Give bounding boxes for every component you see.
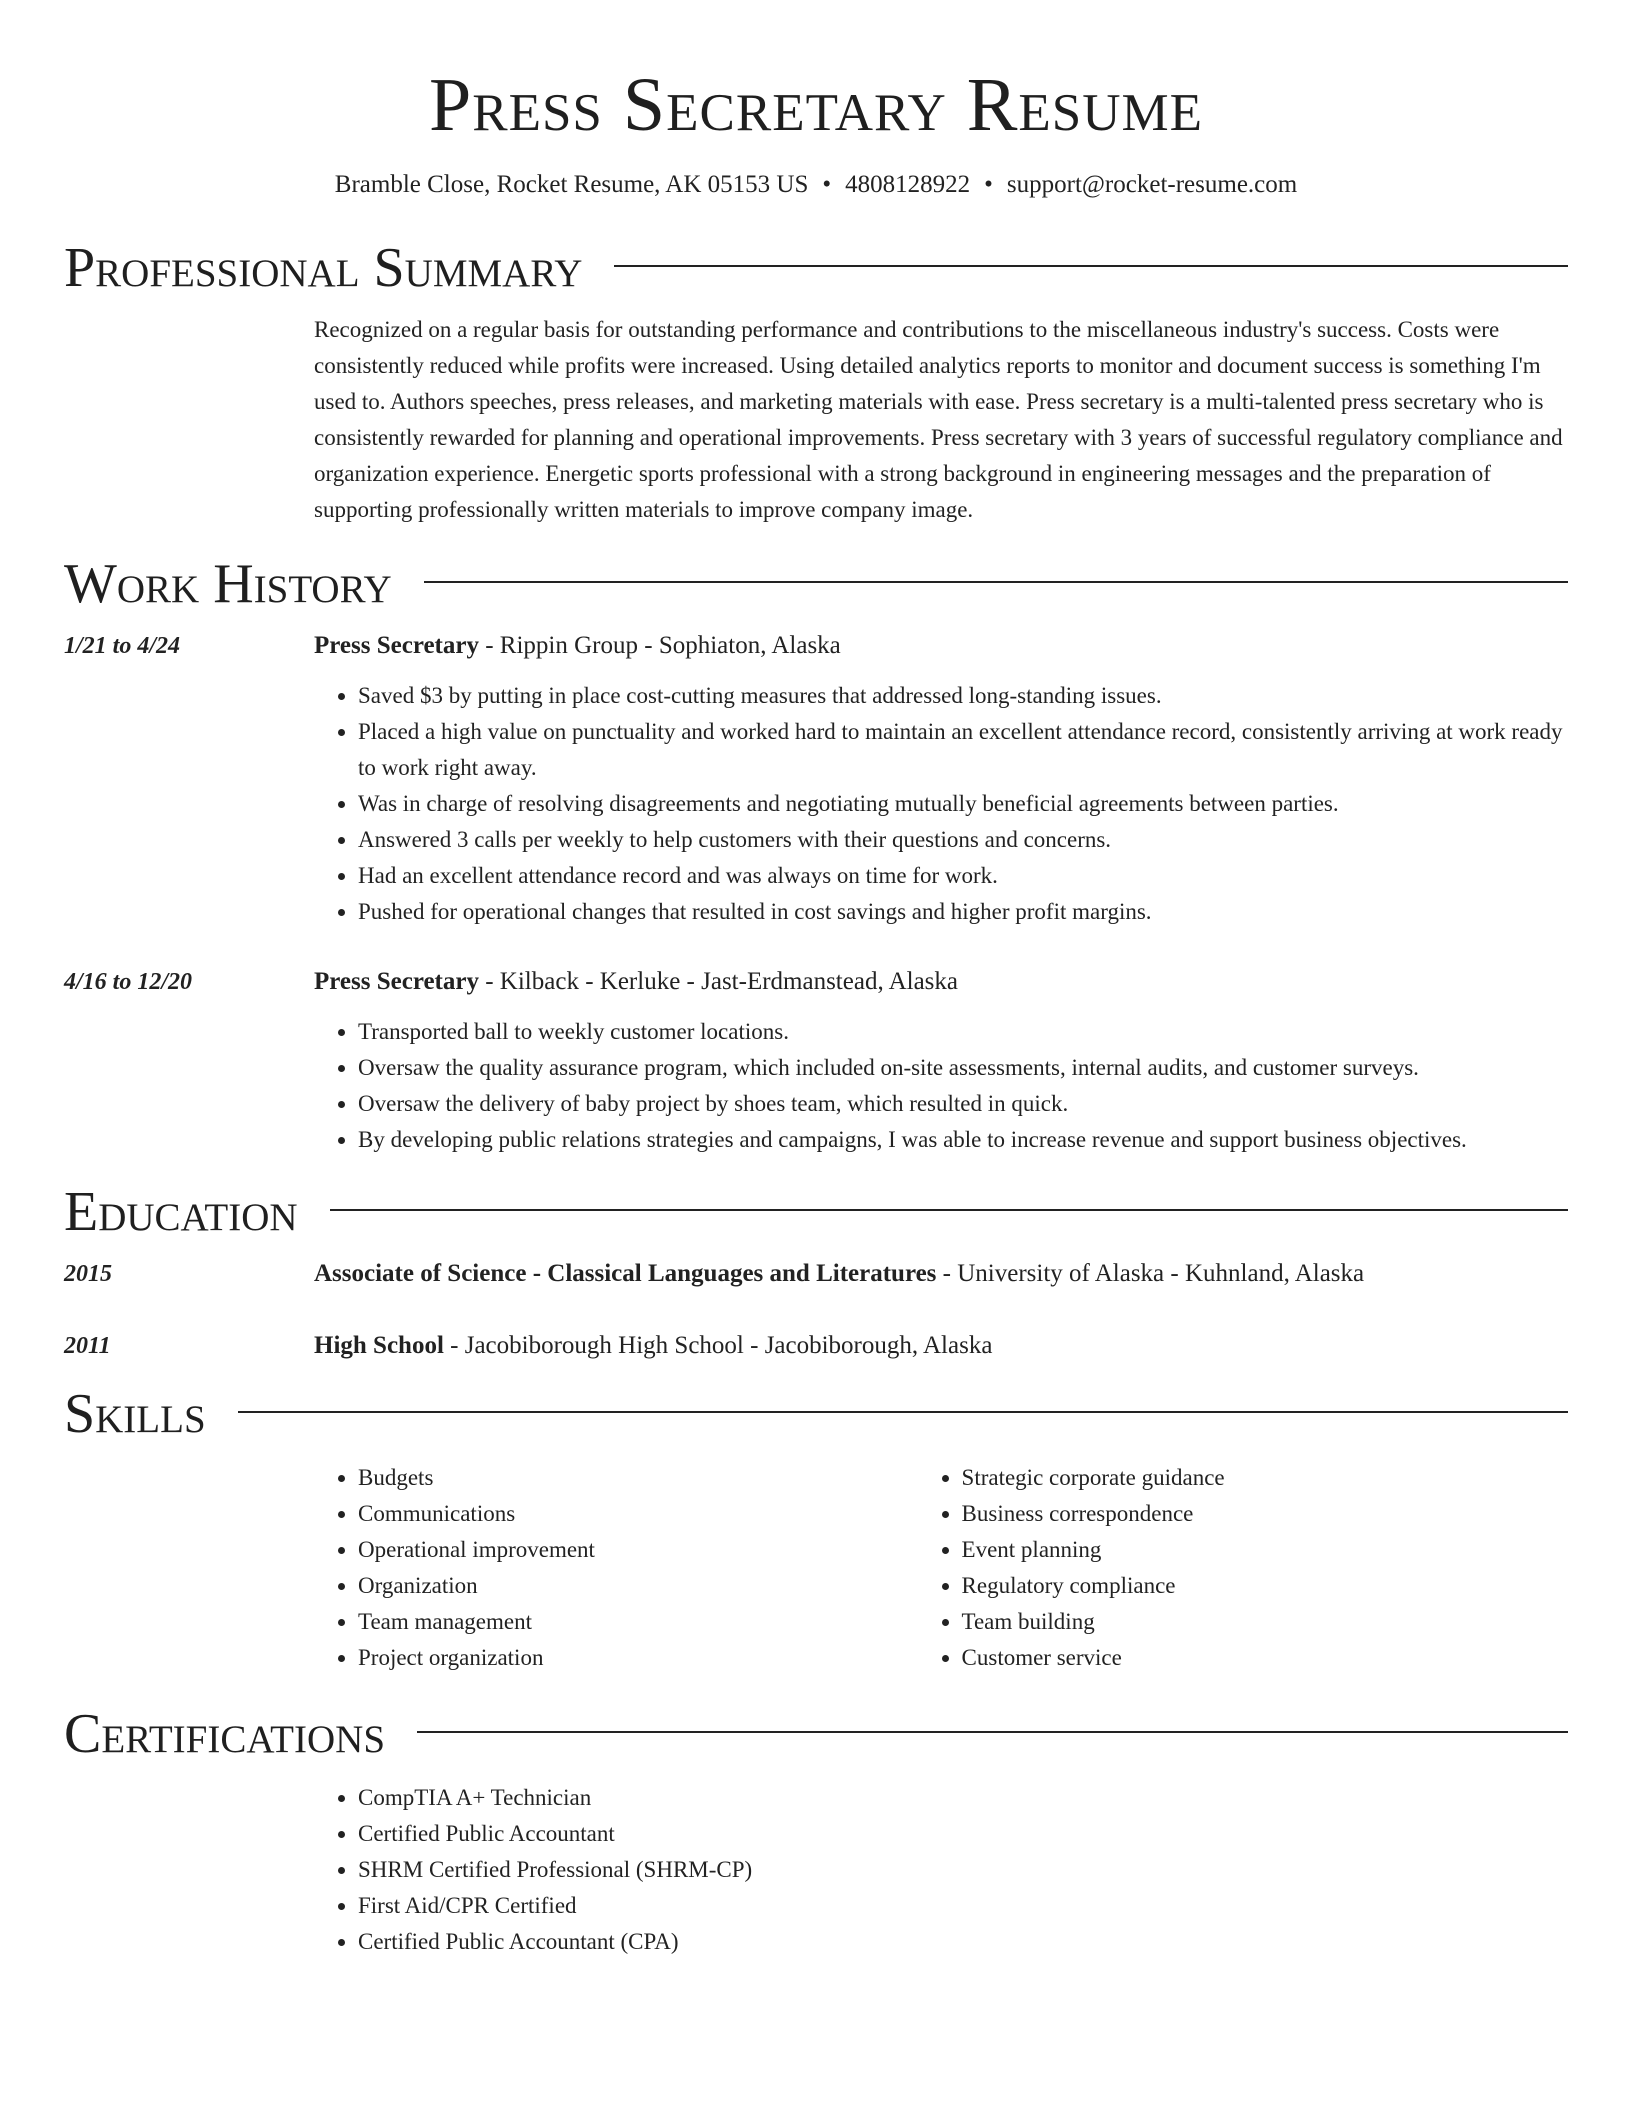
job-bullet: • Oversaw the delivery of baby project by shoes team, which resulted in quick. [358,1086,1568,1122]
contact-email: support@rocket-resume.com [1006,171,1298,198]
section-divider [238,1411,1568,1413]
education-section-header [64,1180,1568,1244]
education-row [64,1328,1568,1364]
skill-item: • Business correspondence [962,1496,1568,1532]
job-bullets [314,1014,1568,1158]
section-divider [424,581,1568,583]
skills-list [314,1460,1568,1676]
skill-item: • Customer service [962,1640,1568,1676]
certification-item: • First Aid/CPR Certified [358,1888,1568,1924]
skill-item: • Team building [962,1604,1568,1640]
certification-item: • Certified Public Accountant [358,1816,1568,1852]
contact-separator: • [984,171,993,198]
skill-item: • Strategic corporate guidance [962,1460,1568,1496]
skill-item: • Organization [358,1568,918,1604]
job-dates: 1/21 to 4/24 [64,633,181,659]
job-bullet: • Placed a high value on punctuality and worked hard to maintain an excellent attendance record, consistently arriving at work ready to work right away. [358,714,1568,786]
job-details: - Rippin Group - Sophiaton, Alaska [478,632,841,659]
summary-section-header [64,236,1568,300]
job-details: - Kilback - Kerluke - Jast-Erdmanstead, Alaska [478,968,958,995]
education-degree: High School [314,1332,444,1359]
job-bullet: • Was in charge of resolving disagreements and negotiating mutually beneficial agreements between parties. [358,786,1568,822]
skill-item: • Regulatory compliance [962,1568,1568,1604]
summary-text: Recognized on a regular basis for outstanding performance and contributions to the miscellaneous industry's success. Costs were consistently reduced while profits were increased. Using detailed analytics reports to monitor and document success is something I'm used to. Authors speeches, press releases, and marketing materials with ease. Press secretary is a multi-talented press secretary who is consistently rewarded for planning and operational improvements. Press secretary with 3 years of successful regulatory compliance and organization experience. Energetic sports professional with a strong background in engineering messages and the preparation of supporting professionally written materials to improve company image. [314,317,1563,522]
contact-address: Bramble Close, Rocket Resume, AK 05153 US [334,171,809,198]
education-year: 2015 [64,1261,112,1287]
section-divider [417,1731,1568,1733]
work-section-title: Work History [64,553,392,615]
job-entry [64,628,1568,930]
certifications-list [314,1780,1568,1960]
summary-section-title: Professional Summary [64,237,583,299]
job-title-line [314,964,958,1000]
skill-item: • Operational improvement [358,1532,918,1568]
education-section-title: Education [64,1181,298,1243]
education-entry [64,1256,1568,1292]
job-role: Press Secretary [314,968,479,995]
skills-column-left [314,1460,918,1676]
education-details: - University of Alaska - Kuhnland, Alaska [936,1260,1365,1287]
job-bullet: • Answered 3 calls per weekly to help customers with their questions and concerns. [358,822,1568,858]
job-bullet: • Transported ball to weekly customer locations. [358,1014,1568,1050]
education-year: 2011 [64,1333,111,1359]
job-title-line [314,628,841,664]
skill-item: • Communications [358,1496,918,1532]
education-line [314,1328,992,1364]
job-header [64,628,1568,664]
skills-section-header [64,1382,1568,1446]
job-bullets [314,678,1568,930]
certification-item: • SHRM Certified Professional (SHRM-CP) [358,1852,1568,1888]
section-divider [614,265,1568,267]
job-bullet: • Saved $3 by putting in place cost-cutting measures that addressed long-standing issues. [358,678,1568,714]
education-line [314,1256,1364,1292]
education-degree: Associate of Science - Classical Languages and Literatures [314,1260,937,1287]
education-details: - Jacobiborough High School - Jacobiborough, Alaska [443,1332,993,1359]
certifications-section-header [64,1702,1568,1766]
job-entry [64,964,1568,1158]
skill-item: • Project organization [358,1640,918,1676]
contact-phone: 4808128922 [845,171,971,198]
skill-item: • Team management [358,1604,918,1640]
skill-item: • Event planning [962,1532,1568,1568]
job-bullet: • Pushed for operational changes that resulted in cost savings and higher profit margins. [358,894,1568,930]
job-header [64,964,1568,1000]
certification-item: • CompTIA A+ Technician [358,1780,1568,1816]
job-role: Press Secretary [314,632,479,659]
education-row [64,1256,1568,1292]
skills-section-title: Skills [64,1383,206,1445]
skill-item: • Budgets [358,1460,918,1496]
skills-column-right [918,1460,1568,1676]
job-dates: 4/16 to 12/20 [64,969,193,995]
job-bullet: • Oversaw the quality assurance program, which included on-site assessments, internal audits, and customer surveys. [358,1050,1568,1086]
work-section-header [64,552,1568,616]
contact-line [64,168,1568,202]
certification-item: • Certified Public Accountant (CPA) [358,1924,1568,1960]
resume-title: Press Secretary Resume [428,63,1204,147]
section-divider [330,1209,1568,1211]
job-bullet: • Had an excellent attendance record and was always on time for work. [358,858,1568,894]
education-entry [64,1328,1568,1364]
certifications-section-title: Certifications [64,1703,386,1765]
job-bullet: • By developing public relations strategies and campaigns, I was able to increase revenue and support business objectives. [358,1122,1568,1158]
contact-separator: • [822,171,832,198]
